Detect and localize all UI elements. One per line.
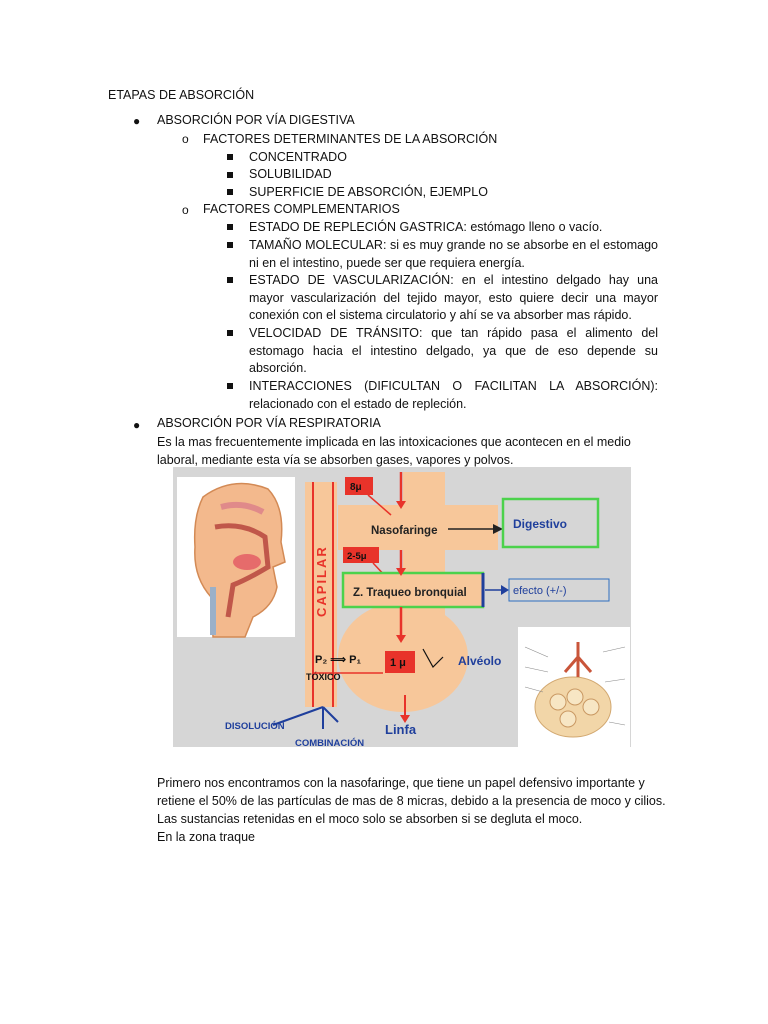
- list-item: TAMAÑO MOLECULAR: si es muy grande no se absorbe en el estomago ni en el intestino, puede ser que requiera energía.: [249, 238, 658, 270]
- list-item: ESTADO DE REPLECIÓN GASTRICA: estómago lleno o vacío.: [249, 220, 603, 234]
- traqueo-label: Z. Traqueo bronquial: [353, 587, 467, 599]
- bullet-square: [227, 277, 233, 283]
- respiratory-intro: Es la mas frecuentemente implicada en las intoxicaciones que acontecen en el medio laboral, mediante esta vía se absorben gases, vapores y polvos.: [157, 435, 631, 467]
- alveoli-anatomy-image: [518, 627, 630, 747]
- subheading-determinants: FACTORES DETERMINANTES DE LA ABSORCIÓN: [203, 132, 498, 146]
- bullet-square: [227, 154, 233, 160]
- bullet-square: [227, 383, 233, 389]
- digestivo-label: Digestivo: [513, 517, 568, 531]
- absorption-diagram: [173, 467, 633, 752]
- bullet-square: [227, 242, 233, 248]
- bullet-square: [227, 224, 233, 230]
- size-8-label: 8μ: [350, 482, 362, 493]
- size-25-label: 2-5μ: [347, 551, 367, 562]
- page-title: ETAPAS DE ABSORCIÓN: [108, 88, 255, 102]
- bullet-dot: ●: [133, 114, 141, 128]
- pressure-label: P₂ ⟹ P₁: [315, 654, 361, 666]
- linfa-label: Linfa: [385, 722, 417, 737]
- toxico-label: TÓXICO: [306, 672, 341, 682]
- disolucion-label: DISOLUCIÓN: [225, 721, 285, 732]
- list-item: SOLUBILIDAD: [249, 167, 332, 181]
- bullet-square: [227, 189, 233, 195]
- bullet-circle: o: [182, 203, 189, 217]
- list-item: SUPERFICIE DE ABSORCIÓN, EJEMPLO: [249, 185, 488, 199]
- list-item: INTERACCIONES (DIFICULTAN O FACILITAN LA ABSORCIÓN): relacionado con el estado de repleción.: [249, 379, 658, 411]
- subheading-complementary: FACTORES COMPLEMENTARIOS: [203, 202, 400, 216]
- bullet-square: [227, 172, 233, 178]
- closing-paragraph: Primero nos encontramos con la nasofaringe, que tiene un papel defensivo importante y retiene el 50% de las partículas de mas de 8 micras, debido a la presencia de moco y cilios. Las sustancias retenidas en el moco solo se absorben si se degluta el moco.: [157, 776, 666, 826]
- section-heading-digestive: ABSORCIÓN POR VÍA DIGESTIVA: [157, 113, 355, 127]
- list-item: ESTADO DE VASCULARIZACIÓN: en el intestino delgado hay una mayor vascularización del tejido mayor, esto quiere decir una mayor conexión con el sistema circulatorio y ahí se va absorber mas rápido.: [249, 273, 658, 323]
- list-item: CONCENTRADO: [249, 150, 347, 164]
- efecto-label: efecto (+/-): [513, 585, 567, 597]
- bullet-dot: ●: [133, 418, 141, 432]
- combinacion-label: COMBINACIÓN: [295, 738, 365, 749]
- closing-last-line: En la zona traque: [157, 830, 255, 844]
- bullet-circle: o: [182, 132, 189, 146]
- alveolo-label: Alvéolo: [458, 654, 502, 668]
- list-item: VELOCIDAD DE TRÁNSITO: que tan rápido pasa el alimento del estomago hacia el intestino delgado, ya que de eso depende su absorción.: [249, 326, 658, 376]
- head-anatomy-image: [177, 477, 295, 637]
- size-1-label: 1 μ: [390, 657, 406, 669]
- capilar-label: CAPILAR: [314, 545, 329, 617]
- bullet-square: [227, 330, 233, 336]
- section-heading-respiratory: ABSORCIÓN POR VÍA RESPIRATORIA: [157, 416, 381, 430]
- nasofaringe-label: Nasofaringe: [371, 525, 438, 537]
